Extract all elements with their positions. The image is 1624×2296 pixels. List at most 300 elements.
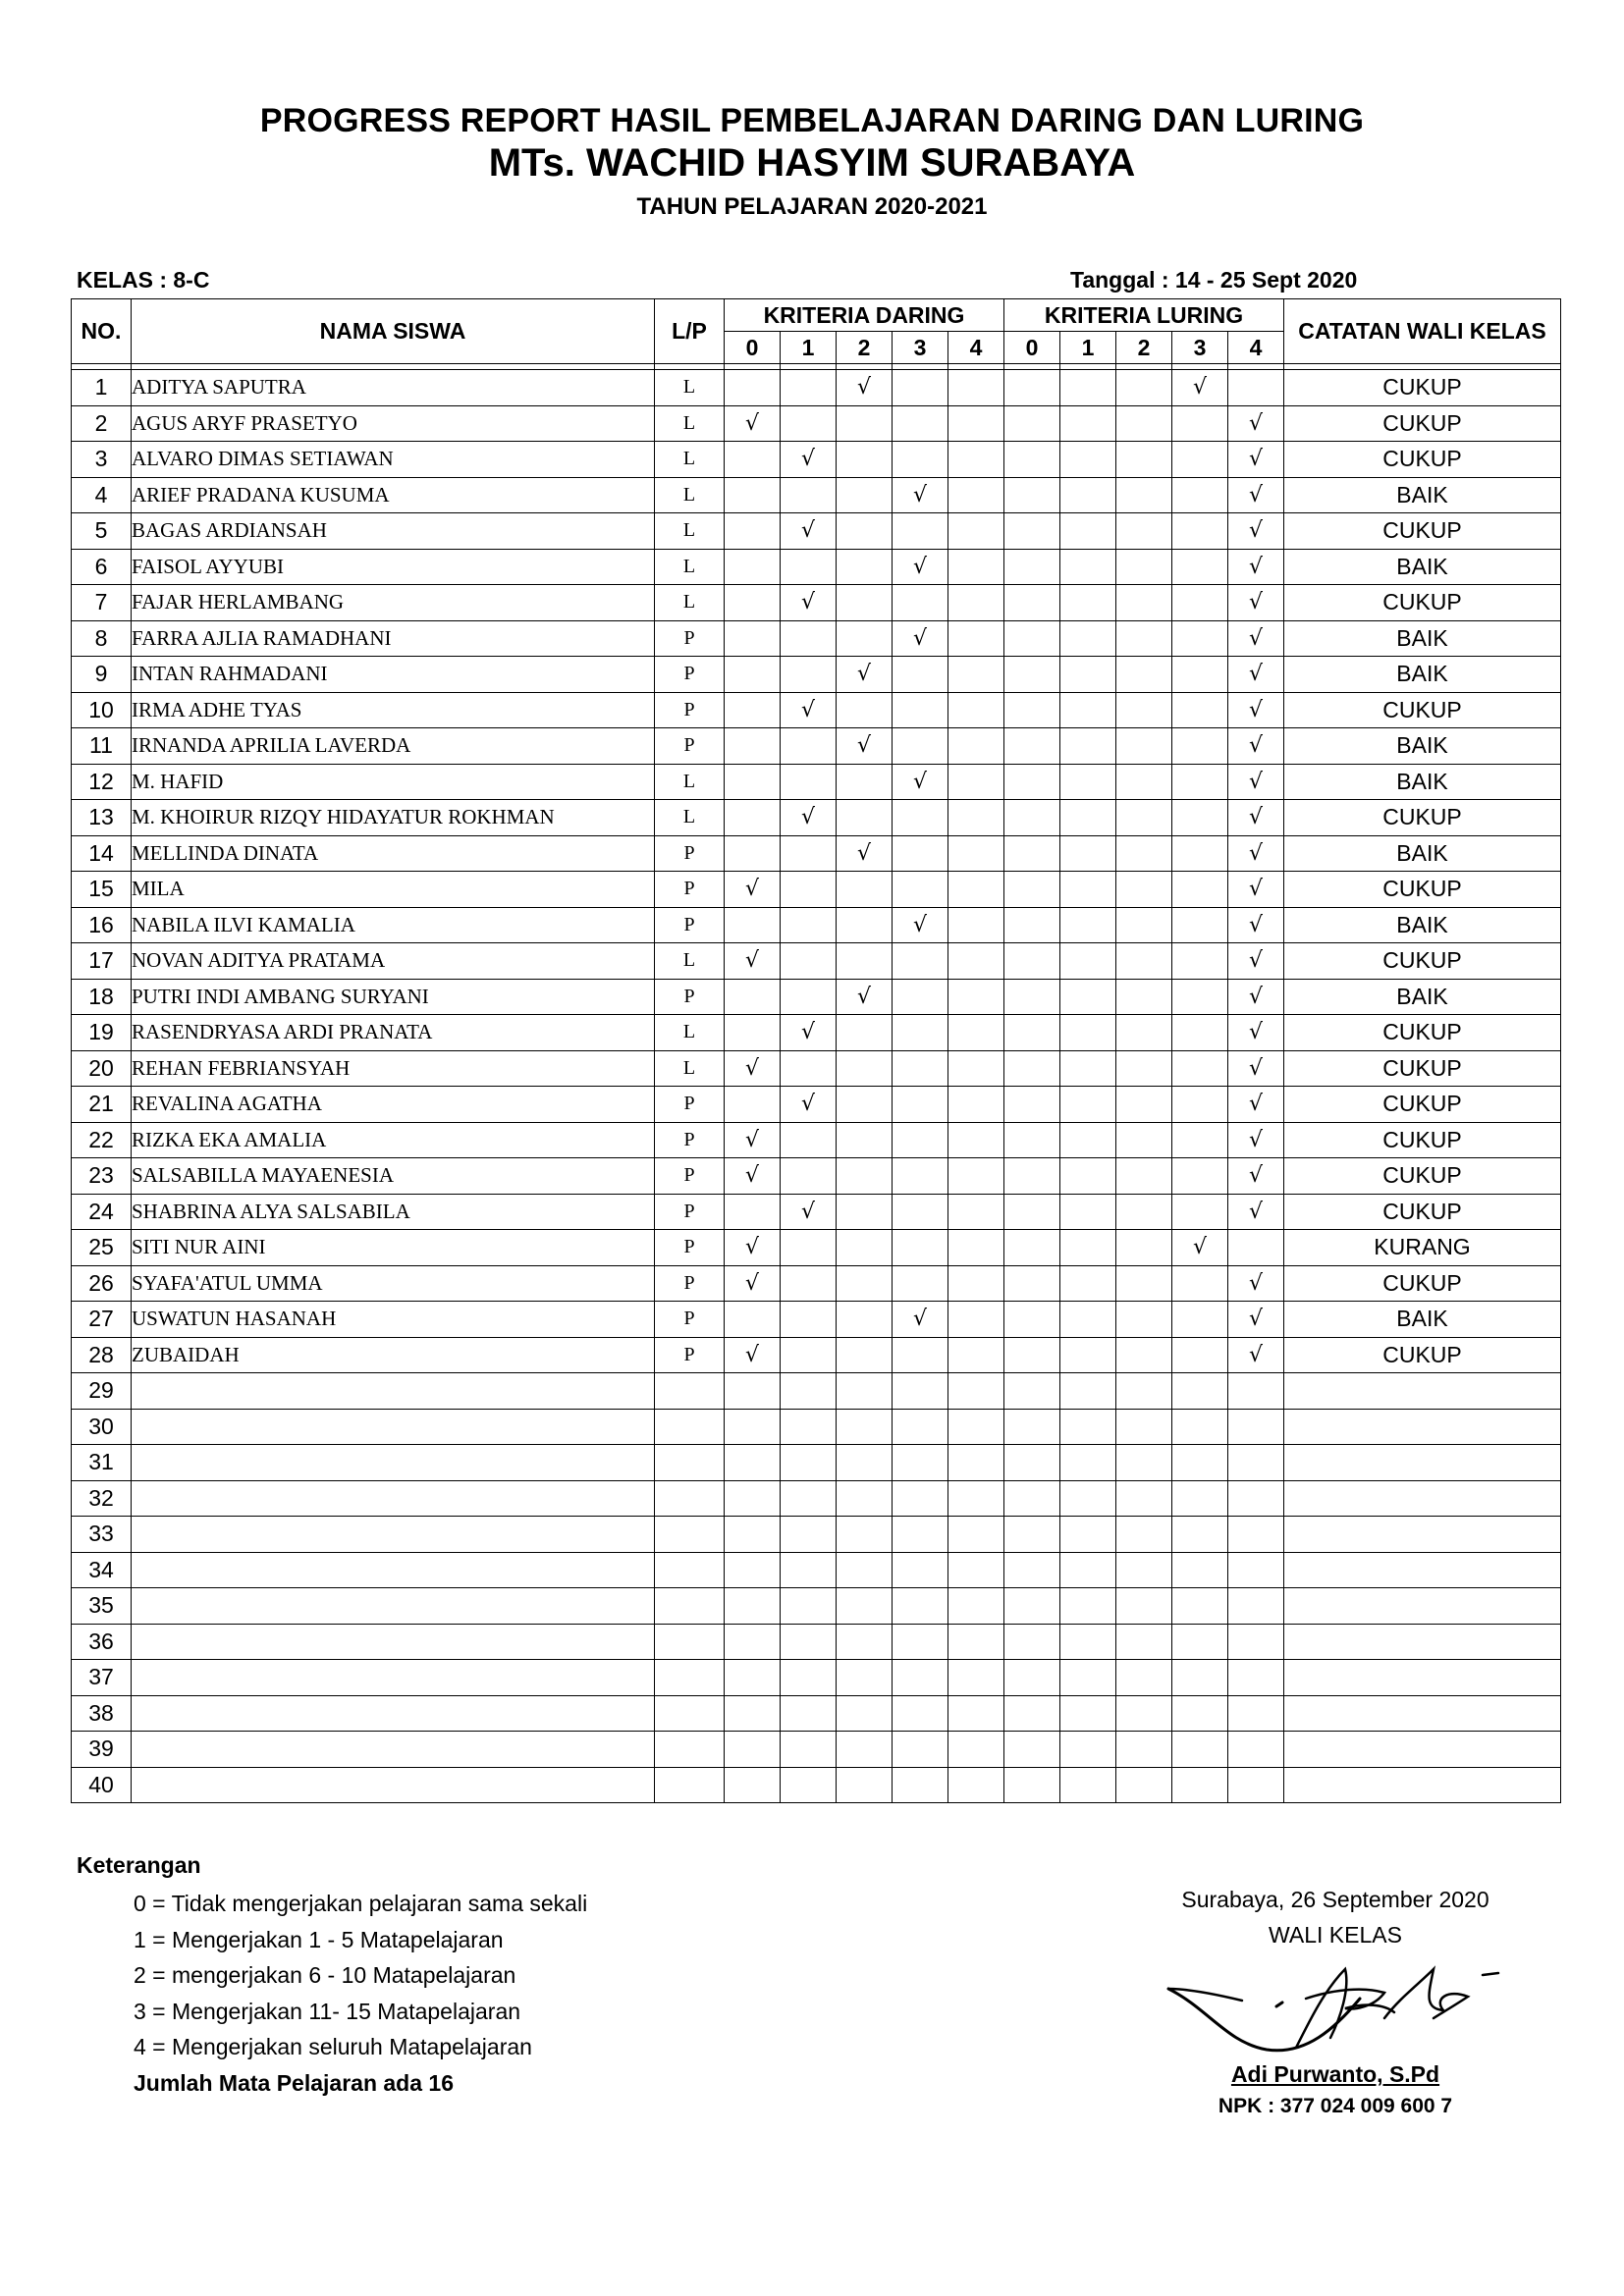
student-gender: P	[655, 657, 725, 693]
luring-cell-1	[1060, 1158, 1116, 1195]
luring-level-1: 1	[1060, 332, 1116, 364]
luring-cell-0	[1004, 728, 1060, 765]
student-name	[132, 1517, 655, 1553]
luring-cell-0	[1004, 1552, 1060, 1588]
teacher-note: BAIK	[1284, 620, 1561, 657]
student-gender: L	[655, 1015, 725, 1051]
daring-level-2: 2	[837, 332, 893, 364]
daring-cell-1	[781, 1122, 837, 1158]
daring-cell-0	[725, 1445, 781, 1481]
table-row	[72, 549, 1561, 585]
teacher-note: BAIK	[1284, 657, 1561, 693]
table-row	[72, 442, 1561, 478]
header-lp: L/P	[655, 299, 725, 364]
student-name: MELLINDA DINATA	[132, 835, 655, 872]
luring-cell-4	[1228, 1230, 1284, 1266]
luring-cell-1	[1060, 872, 1116, 908]
student-gender	[655, 1624, 725, 1660]
teacher-note: CUKUP	[1284, 442, 1561, 478]
luring-cell-2	[1116, 907, 1172, 943]
daring-cell-4	[948, 1732, 1004, 1768]
teacher-note: CUKUP	[1284, 370, 1561, 406]
daring-cell-4	[948, 1767, 1004, 1803]
daring-cell-2	[837, 549, 893, 585]
luring-cell-1	[1060, 1230, 1116, 1266]
table-row	[72, 1445, 1561, 1481]
luring-cell-3	[1172, 979, 1228, 1015]
student-name: SITI NUR AINI	[132, 1230, 655, 1266]
daring-cell-1: √	[781, 1015, 837, 1051]
luring-cell-0	[1004, 1302, 1060, 1338]
luring-cell-1	[1060, 1087, 1116, 1123]
daring-cell-2	[837, 620, 893, 657]
table-row	[72, 907, 1561, 943]
luring-cell-4: √	[1228, 800, 1284, 836]
daring-cell-0: √	[725, 1158, 781, 1195]
table-row	[72, 800, 1561, 836]
student-name: SHABRINA ALYA SALSABILA	[132, 1194, 655, 1230]
daring-cell-0	[725, 800, 781, 836]
legend	[77, 1852, 587, 2106]
daring-cell-4	[948, 1660, 1004, 1696]
daring-cell-3	[893, 1373, 948, 1410]
luring-cell-4: √	[1228, 657, 1284, 693]
teacher-note: CUKUP	[1284, 585, 1561, 621]
student-gender: L	[655, 477, 725, 513]
luring-cell-2	[1116, 1552, 1172, 1588]
luring-cell-0	[1004, 513, 1060, 550]
daring-cell-4	[948, 872, 1004, 908]
student-name: ZUBAIDAH	[132, 1337, 655, 1373]
row-number: 12	[72, 764, 132, 800]
table-row	[72, 1158, 1561, 1195]
teacher-note	[1284, 1552, 1561, 1588]
luring-cell-3	[1172, 620, 1228, 657]
daring-level-0: 0	[725, 332, 781, 364]
student-name: FAISOL AYYUBI	[132, 549, 655, 585]
student-name	[132, 1624, 655, 1660]
daring-cell-3	[893, 1337, 948, 1373]
luring-cell-4: √	[1228, 1122, 1284, 1158]
daring-cell-3: √	[893, 907, 948, 943]
teacher-note: CUKUP	[1284, 513, 1561, 550]
daring-cell-3	[893, 585, 948, 621]
daring-cell-0	[725, 979, 781, 1015]
luring-cell-3	[1172, 1087, 1228, 1123]
luring-cell-0	[1004, 1158, 1060, 1195]
luring-cell-2	[1116, 370, 1172, 406]
daring-cell-1	[781, 1732, 837, 1768]
luring-cell-0	[1004, 907, 1060, 943]
row-number: 21	[72, 1087, 132, 1123]
daring-cell-1	[781, 1337, 837, 1373]
daring-cell-1	[781, 979, 837, 1015]
daring-cell-1: √	[781, 1087, 837, 1123]
report-title: PROGRESS REPORT HASIL PEMBELAJARAN DARING DAN LURING	[259, 102, 1365, 139]
teacher-note: CUKUP	[1284, 1158, 1561, 1195]
table-row	[72, 1552, 1561, 1588]
row-number: 32	[72, 1480, 132, 1517]
daring-cell-0	[725, 657, 781, 693]
student-gender	[655, 1480, 725, 1517]
daring-cell-1	[781, 728, 837, 765]
student-name	[132, 1409, 655, 1445]
daring-level-1: 1	[781, 332, 837, 364]
student-rows	[72, 364, 1561, 1803]
luring-cell-2	[1116, 1337, 1172, 1373]
daring-cell-3	[893, 1445, 948, 1481]
daring-cell-2	[837, 1480, 893, 1517]
daring-cell-3	[893, 1695, 948, 1732]
luring-cell-4: √	[1228, 907, 1284, 943]
luring-cell-1	[1060, 513, 1116, 550]
luring-cell-2	[1116, 835, 1172, 872]
student-name: USWATUN HASANAH	[132, 1302, 655, 1338]
teacher-note: CUKUP	[1284, 872, 1561, 908]
student-name	[132, 1445, 655, 1481]
luring-cell-3: √	[1172, 370, 1228, 406]
table-row	[72, 405, 1561, 442]
daring-cell-1	[781, 835, 837, 872]
student-gender	[655, 1588, 725, 1625]
student-gender: L	[655, 764, 725, 800]
daring-cell-2	[837, 1588, 893, 1625]
header-kriteria-daring: KRITERIA DARING	[725, 299, 1004, 332]
daring-cell-2	[837, 585, 893, 621]
luring-cell-3	[1172, 1660, 1228, 1696]
daring-cell-0	[725, 907, 781, 943]
luring-cell-4: √	[1228, 1337, 1284, 1373]
luring-cell-3	[1172, 1732, 1228, 1768]
luring-cell-0	[1004, 1373, 1060, 1410]
student-name	[132, 1695, 655, 1732]
luring-cell-3	[1172, 1015, 1228, 1051]
daring-cell-4	[948, 1015, 1004, 1051]
luring-cell-4: √	[1228, 1194, 1284, 1230]
daring-cell-4	[948, 442, 1004, 478]
luring-cell-3	[1172, 1337, 1228, 1373]
row-number: 9	[72, 657, 132, 693]
luring-cell-3	[1172, 1122, 1228, 1158]
luring-cell-0	[1004, 1265, 1060, 1302]
daring-cell-3: √	[893, 1302, 948, 1338]
daring-cell-2	[837, 692, 893, 728]
luring-cell-0	[1004, 1732, 1060, 1768]
luring-cell-2	[1116, 692, 1172, 728]
signer-role: WALI KELAS	[1269, 1922, 1402, 1948]
luring-cell-2	[1116, 513, 1172, 550]
teacher-note: CUKUP	[1284, 1015, 1561, 1051]
daring-cell-2	[837, 1660, 893, 1696]
student-gender: P	[655, 1087, 725, 1123]
row-number: 7	[72, 585, 132, 621]
luring-cell-2	[1116, 764, 1172, 800]
luring-cell-2	[1116, 1373, 1172, 1410]
daring-cell-4	[948, 620, 1004, 657]
daring-cell-2	[837, 1194, 893, 1230]
luring-cell-1	[1060, 907, 1116, 943]
luring-cell-3	[1172, 835, 1228, 872]
student-name	[132, 1732, 655, 1768]
student-gender	[655, 1517, 725, 1553]
luring-cell-4: √	[1228, 835, 1284, 872]
daring-cell-2	[837, 405, 893, 442]
row-number: 27	[72, 1302, 132, 1338]
daring-cell-0	[725, 1302, 781, 1338]
luring-cell-1	[1060, 1517, 1116, 1553]
daring-cell-0	[725, 1588, 781, 1625]
luring-cell-2	[1116, 1480, 1172, 1517]
student-name	[132, 1660, 655, 1696]
daring-cell-1	[781, 1660, 837, 1696]
luring-cell-1	[1060, 835, 1116, 872]
daring-cell-4	[948, 1194, 1004, 1230]
luring-cell-1	[1060, 1695, 1116, 1732]
student-gender: L	[655, 800, 725, 836]
daring-cell-0	[725, 620, 781, 657]
handwritten-signature	[1149, 1959, 1522, 2061]
student-gender	[655, 1409, 725, 1445]
luring-cell-1	[1060, 1050, 1116, 1087]
row-number: 29	[72, 1373, 132, 1410]
student-name: ARIEF PRADANA KUSUMA	[132, 477, 655, 513]
daring-cell-1: √	[781, 692, 837, 728]
luring-cell-2	[1116, 549, 1172, 585]
luring-cell-0	[1004, 1445, 1060, 1481]
luring-cell-2	[1116, 1588, 1172, 1625]
student-gender	[655, 1552, 725, 1588]
luring-cell-0	[1004, 442, 1060, 478]
daring-cell-3	[893, 1624, 948, 1660]
luring-cell-4: √	[1228, 1265, 1284, 1302]
teacher-note: BAIK	[1284, 979, 1561, 1015]
daring-cell-3	[893, 1409, 948, 1445]
signer-name: Adi Purwanto, S.Pd	[1230, 2061, 1440, 2087]
student-gender: L	[655, 1050, 725, 1087]
luring-cell-3	[1172, 907, 1228, 943]
luring-cell-1	[1060, 657, 1116, 693]
daring-cell-1	[781, 657, 837, 693]
daring-cell-1	[781, 620, 837, 657]
daring-cell-4	[948, 477, 1004, 513]
table-row	[72, 835, 1561, 872]
luring-cell-0	[1004, 1480, 1060, 1517]
daring-cell-2	[837, 800, 893, 836]
daring-cell-3: √	[893, 764, 948, 800]
daring-cell-2	[837, 1409, 893, 1445]
luring-cell-4	[1228, 1480, 1284, 1517]
daring-cell-1: √	[781, 442, 837, 478]
row-number: 2	[72, 405, 132, 442]
daring-cell-3	[893, 442, 948, 478]
student-gender: P	[655, 1122, 725, 1158]
luring-cell-0	[1004, 620, 1060, 657]
luring-cell-4	[1228, 1552, 1284, 1588]
daring-cell-1	[781, 477, 837, 513]
daring-cell-3	[893, 692, 948, 728]
student-name: NOVAN ADITYA PRATAMA	[132, 943, 655, 980]
daring-cell-1	[781, 1409, 837, 1445]
daring-cell-4	[948, 513, 1004, 550]
legend-item-1: 1 = Mengerjakan 1 - 5 Matapelajaran	[134, 1926, 504, 1952]
luring-cell-0	[1004, 979, 1060, 1015]
student-gender: P	[655, 835, 725, 872]
daring-cell-1	[781, 1552, 837, 1588]
teacher-note	[1284, 1732, 1561, 1768]
student-gender	[655, 1373, 725, 1410]
luring-cell-2	[1116, 1194, 1172, 1230]
progress-table	[71, 298, 1561, 1803]
daring-cell-0	[725, 477, 781, 513]
header-no: NO.	[72, 299, 132, 364]
luring-cell-4: √	[1228, 1015, 1284, 1051]
luring-cell-1	[1060, 405, 1116, 442]
student-gender: P	[655, 620, 725, 657]
student-name	[132, 1552, 655, 1588]
daring-cell-3	[893, 1767, 948, 1803]
luring-cell-1	[1060, 1337, 1116, 1373]
daring-cell-4	[948, 1230, 1004, 1266]
luring-cell-3	[1172, 1158, 1228, 1195]
luring-cell-0	[1004, 657, 1060, 693]
table-row	[72, 1373, 1561, 1410]
row-number: 30	[72, 1409, 132, 1445]
row-number: 15	[72, 872, 132, 908]
daring-cell-0	[725, 1015, 781, 1051]
student-gender: P	[655, 907, 725, 943]
luring-cell-3	[1172, 728, 1228, 765]
daring-cell-4	[948, 1695, 1004, 1732]
daring-cell-3: √	[893, 620, 948, 657]
daring-cell-0: √	[725, 872, 781, 908]
luring-cell-3	[1172, 585, 1228, 621]
daring-cell-2	[837, 1302, 893, 1338]
teacher-note	[1284, 1480, 1561, 1517]
student-name: MILA	[132, 872, 655, 908]
luring-cell-1	[1060, 442, 1116, 478]
luring-cell-4	[1228, 1517, 1284, 1553]
teacher-note: CUKUP	[1284, 1087, 1561, 1123]
daring-cell-4	[948, 979, 1004, 1015]
luring-cell-0	[1004, 1194, 1060, 1230]
luring-cell-3	[1172, 442, 1228, 478]
luring-cell-4	[1228, 1624, 1284, 1660]
luring-cell-4: √	[1228, 513, 1284, 550]
luring-cell-0	[1004, 1337, 1060, 1373]
luring-cell-1	[1060, 1480, 1116, 1517]
daring-cell-2	[837, 477, 893, 513]
row-number: 35	[72, 1588, 132, 1625]
daring-cell-4	[948, 1265, 1004, 1302]
daring-cell-3	[893, 1158, 948, 1195]
student-name: SYAFA'ATUL UMMA	[132, 1265, 655, 1302]
luring-cell-1	[1060, 1409, 1116, 1445]
luring-cell-0	[1004, 800, 1060, 836]
legend-subject-count: Jumlah Mata Pelajaran ada 16	[134, 2069, 454, 2096]
luring-cell-2	[1116, 1445, 1172, 1481]
luring-cell-0	[1004, 872, 1060, 908]
daring-cell-3	[893, 1265, 948, 1302]
student-gender: P	[655, 1230, 725, 1266]
table-row	[72, 1015, 1561, 1051]
teacher-note: CUKUP	[1284, 1122, 1561, 1158]
daring-cell-0	[725, 370, 781, 406]
teacher-note	[1284, 1660, 1561, 1696]
daring-cell-1	[781, 1302, 837, 1338]
luring-cell-1	[1060, 549, 1116, 585]
daring-cell-4	[948, 405, 1004, 442]
daring-cell-2	[837, 764, 893, 800]
luring-cell-1	[1060, 1588, 1116, 1625]
row-number: 8	[72, 620, 132, 657]
luring-cell-0	[1004, 477, 1060, 513]
daring-cell-4	[948, 835, 1004, 872]
daring-cell-2	[837, 442, 893, 478]
daring-cell-4	[948, 1087, 1004, 1123]
student-gender: P	[655, 692, 725, 728]
daring-cell-1	[781, 907, 837, 943]
daring-cell-2	[837, 1373, 893, 1410]
luring-cell-4	[1228, 1409, 1284, 1445]
daring-cell-0	[725, 1660, 781, 1696]
student-gender: L	[655, 442, 725, 478]
luring-cell-3	[1172, 1517, 1228, 1553]
daring-cell-1	[781, 1588, 837, 1625]
luring-cell-4: √	[1228, 979, 1284, 1015]
table-row	[72, 1588, 1561, 1625]
daring-cell-3	[893, 1732, 948, 1768]
luring-cell-4: √	[1228, 477, 1284, 513]
teacher-note: CUKUP	[1284, 1337, 1561, 1373]
daring-cell-0	[725, 1624, 781, 1660]
daring-cell-4	[948, 764, 1004, 800]
row-number: 18	[72, 979, 132, 1015]
student-name	[132, 1767, 655, 1803]
luring-cell-1	[1060, 1122, 1116, 1158]
table-row	[72, 1122, 1561, 1158]
daring-cell-4	[948, 549, 1004, 585]
luring-cell-2	[1116, 1767, 1172, 1803]
daring-level-3: 3	[893, 332, 948, 364]
student-name	[132, 1588, 655, 1625]
student-gender	[655, 1445, 725, 1481]
row-number: 16	[72, 907, 132, 943]
luring-cell-0	[1004, 370, 1060, 406]
signer-npk: NPK : 377 024 009 600 7	[1218, 2095, 1453, 2117]
row-number: 5	[72, 513, 132, 550]
daring-cell-2: √	[837, 835, 893, 872]
row-number: 28	[72, 1337, 132, 1373]
luring-cell-0	[1004, 1624, 1060, 1660]
teacher-note: CUKUP	[1284, 1265, 1561, 1302]
daring-cell-4	[948, 1337, 1004, 1373]
daring-cell-0: √	[725, 1230, 781, 1266]
luring-cell-3	[1172, 1265, 1228, 1302]
row-number: 6	[72, 549, 132, 585]
daring-cell-4	[948, 1373, 1004, 1410]
table-row	[72, 1409, 1561, 1445]
daring-cell-4	[948, 1624, 1004, 1660]
luring-cell-4: √	[1228, 405, 1284, 442]
teacher-note	[1284, 1373, 1561, 1410]
row-number: 38	[72, 1695, 132, 1732]
luring-cell-1	[1060, 1373, 1116, 1410]
row-number: 34	[72, 1552, 132, 1588]
luring-cell-0	[1004, 1517, 1060, 1553]
daring-cell-0	[725, 692, 781, 728]
daring-cell-0	[725, 1695, 781, 1732]
daring-cell-1	[781, 1480, 837, 1517]
